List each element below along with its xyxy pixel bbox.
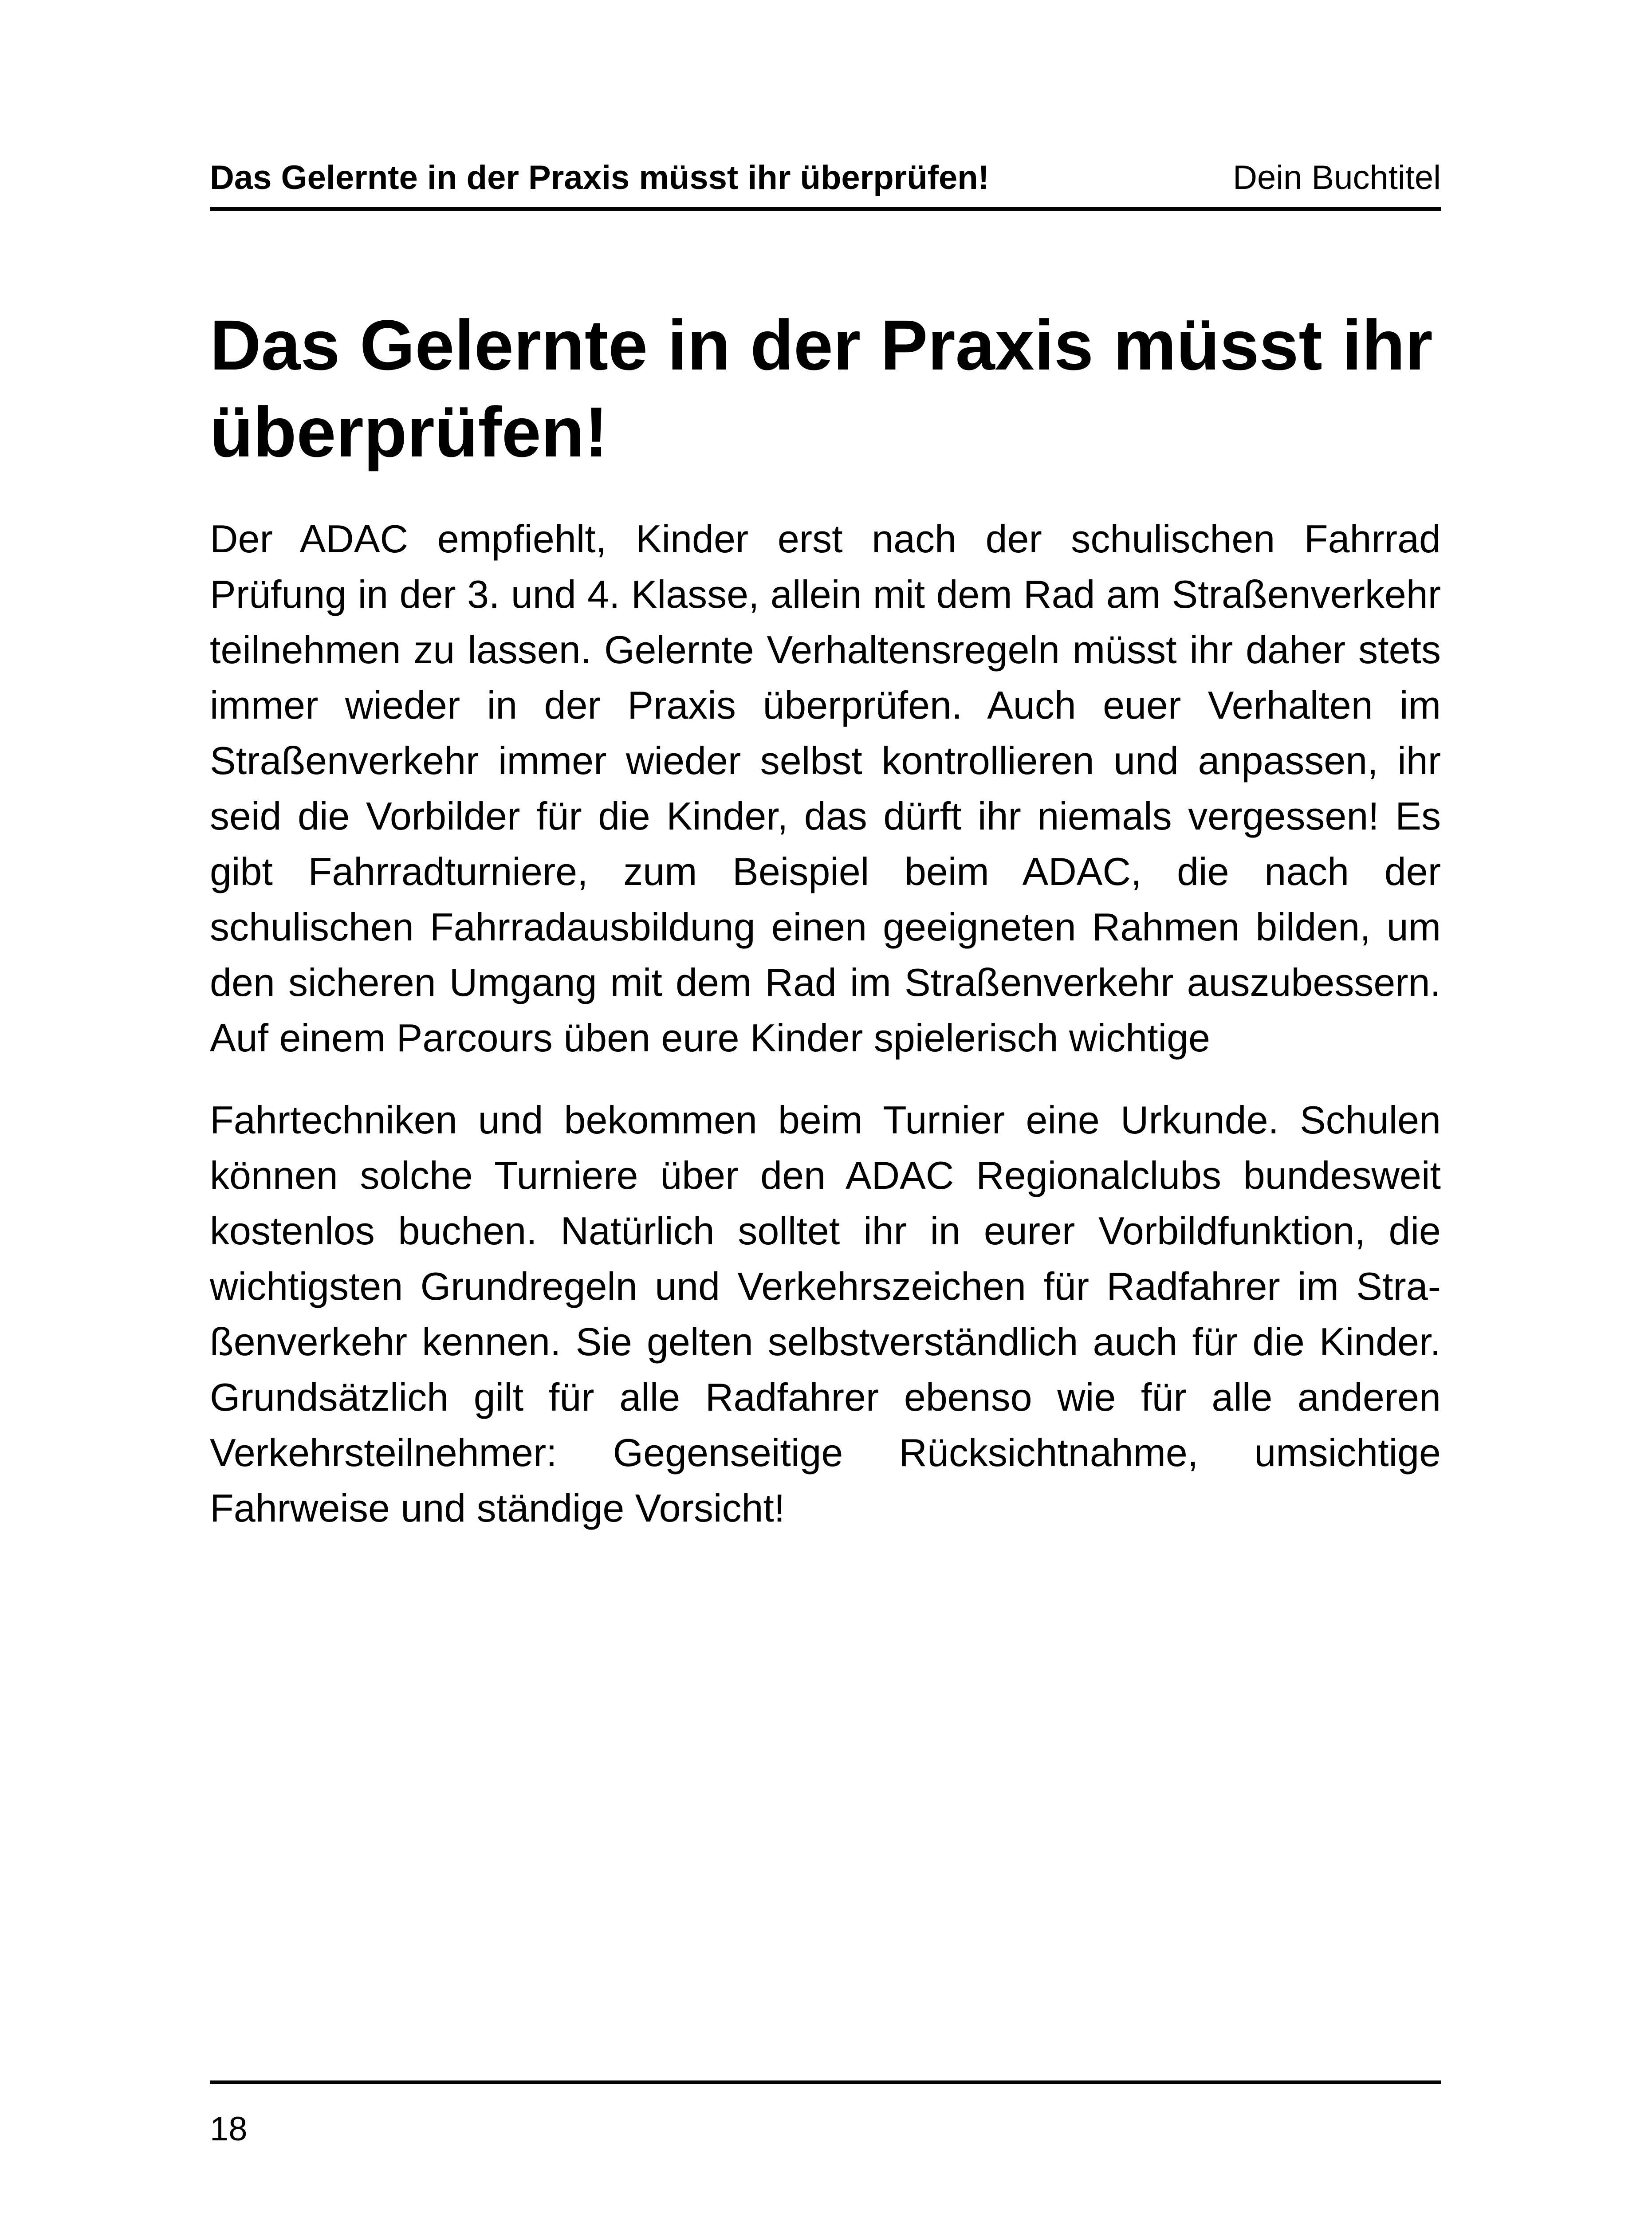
body-paragraph-2: Fahrtechniken und bekommen beim Turnier eine Urkunde. Schulen können solche Turniere über den ADAC Regionalclubs bundesweit kostenlos buchen. Natürlich solltet ihr in eurer Vorbildfunktion, die wichtigsten Grundregeln und Verkehrszeichen für Radfahrer im Straßenverkehr kennen. Sie gelten selbstverständlich auch für die Kinder. Grundsätzlich gilt für alle Radfahrer ebenso wie für alle anderen Verkehrsteilnehmer: Gegenseitige Rücksichtnahme, umsichtige Fahrweise und ständige Vorsicht!: [210, 1098, 1441, 1530]
running-title: Das Gelernte in der Praxis müsst ihr überprüfen!: [210, 159, 989, 197]
book-title: Dein Buchtitel: [1233, 159, 1441, 197]
page-content: [210, 302, 1441, 1536]
page-header: [210, 153, 1441, 211]
body-paragraph-1: Der ADAC empfiehlt, Kinder erst nach der schulischen Fahrrad Prüfung in der 3. und 4. Klasse, allein mit dem Rad am Straßenverkehr teilnehmen zu lassen. Gelernte Verhaltensregeln müsst ihr daher stets immer wieder in der Praxis überprüfen. Auch euer Verhalten im Straßenverkehr immer wieder selbst kontrollieren und anpassen, ihr seid die Vorbilder für die Kinder, das dürft ihr niemals vergessen! Es gibt Fahrradturniere, zum Beispiel beim ADAC, die nach der schulischen Fahrradausbildung einen geeigneten Rahmen bilden, um den sicheren Umgang mit dem Rad im Straßenverkehr auszubessern. Auf einem Parcours üben eure Kinder spielerisch wichtige: [210, 517, 1441, 1060]
page-footer: [210, 2080, 1441, 2148]
chapter-heading: Das Gelernte in der Praxis müsst ihr überprüfen!: [210, 305, 1433, 472]
page-number: 18: [210, 2110, 248, 2148]
